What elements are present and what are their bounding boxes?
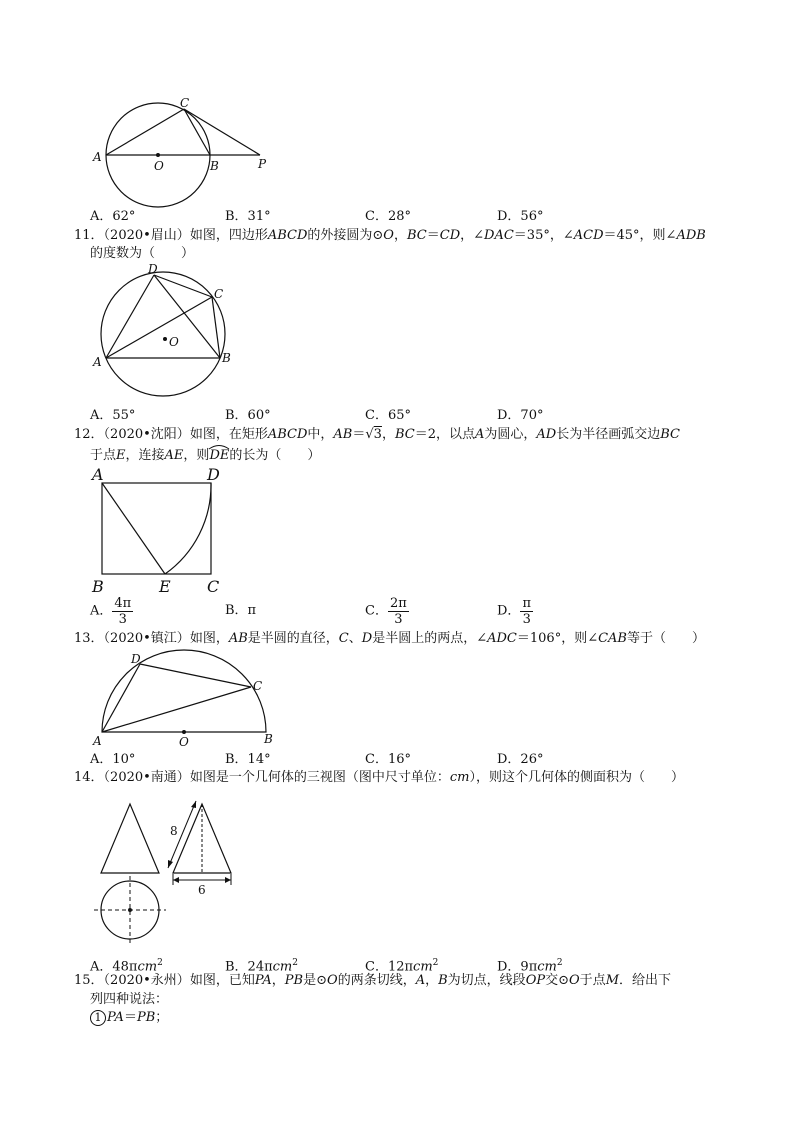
- q12-source: （2020•沈阳）: [103, 427, 190, 442]
- q15-v6: OP: [525, 973, 546, 988]
- q12-option-b[interactable]: B．π: [225, 603, 257, 618]
- q11-t4: ＝: [426, 228, 440, 243]
- q14-base-arrow-l: [173, 877, 179, 883]
- q15-v8: M: [605, 973, 619, 988]
- q15-item1-b: PB: [136, 1010, 156, 1025]
- q11-t7: ＝45°，则∠: [603, 228, 677, 243]
- q15-v5: B: [438, 973, 448, 988]
- q13-v4: ADC: [487, 631, 517, 646]
- q14-t1: 如图是一个几何体的三视图（图中尺寸单位：: [189, 770, 450, 785]
- q15-t3: 是⊙: [303, 973, 328, 988]
- q12-stem-line1: [74, 427, 680, 443]
- q12-opt-c-num: 2π: [389, 596, 407, 611]
- q13-label-C: C: [253, 679, 263, 693]
- q13-t4: 是半圆上的两点，∠: [372, 631, 488, 646]
- q12-opt-c-fraction: [388, 596, 409, 627]
- q12-arc-text: DE: [209, 448, 230, 463]
- q10-label-C: C: [180, 96, 190, 110]
- q12-v3: BC: [394, 427, 415, 442]
- q15-source: （2020•永州）: [103, 973, 190, 988]
- q14-source: （2020•南通）: [103, 770, 190, 785]
- q10-label-B: B: [210, 159, 219, 173]
- q13-v1: AB: [228, 631, 248, 646]
- q11-option-d[interactable]: D．70°: [497, 408, 544, 423]
- q12-arc-DE: [209, 448, 229, 464]
- q13-t2: 是半圆的直径，: [247, 631, 339, 646]
- q13-v2: C: [338, 631, 349, 646]
- q13-line-AC: [102, 687, 251, 732]
- q12-opt-d-label: D．: [497, 603, 521, 619]
- q12-v5: AD: [536, 427, 557, 442]
- q15-t7: 交⊙: [545, 973, 569, 988]
- q12-label-C: C: [207, 577, 220, 596]
- q15-item1-circled-number: 1: [90, 1010, 106, 1026]
- q12-v7: E: [116, 448, 126, 463]
- q15-t6: 为切点，线段: [447, 973, 526, 988]
- q11-label-B: B: [222, 351, 231, 365]
- q12-t4: ，: [381, 427, 395, 442]
- q13-figure: [88, 645, 283, 750]
- q10-figure: [90, 95, 280, 205]
- q11-figure: [88, 262, 238, 402]
- q12-rectangle: [102, 483, 211, 574]
- q10-label-P: P: [258, 157, 267, 171]
- q15-v1: PA: [254, 973, 272, 988]
- q13-source: （2020•镇江）: [103, 631, 190, 646]
- q15-item1-eq: ＝: [123, 1010, 137, 1025]
- q11-label-O: O: [169, 335, 179, 349]
- q15-stem-line2: 列四种说法：: [90, 992, 169, 1007]
- q13-option-c[interactable]: C．16°: [365, 752, 411, 767]
- q13-t3: 、: [348, 631, 362, 646]
- q14-opt-a-sup: 2: [157, 958, 163, 968]
- q13-label-D: D: [131, 652, 141, 666]
- q12-v6: BC: [660, 427, 680, 442]
- q15-number: 15．: [74, 973, 104, 988]
- q13-option-b[interactable]: B．14°: [225, 752, 271, 767]
- q13-t1: 如图，: [189, 631, 229, 646]
- q12-t3: ＝: [352, 427, 366, 442]
- q14-opt-c-unit: cm: [413, 959, 433, 975]
- q15-v4: A: [415, 973, 426, 988]
- q10-option-b[interactable]: B．31°: [225, 209, 271, 224]
- q10-line-CP: [184, 109, 260, 155]
- q12-opt-a-den: 3: [118, 612, 127, 627]
- q14-opt-d-text: D．9π: [497, 959, 538, 975]
- q14-opt-c-sup: 2: [432, 958, 439, 968]
- q12-number: 12．: [74, 427, 104, 442]
- q14-opt-a-text: A．48π: [90, 959, 138, 975]
- q12-v4: A: [475, 427, 485, 442]
- q12-t8: 于点: [90, 448, 117, 463]
- q13-number: 13．: [74, 631, 104, 646]
- q14-opt-b-text: B．24π: [225, 959, 273, 975]
- q12-t6: 为圆心，: [484, 427, 537, 442]
- q14-opt-b-unit: cm: [272, 959, 293, 975]
- q10-option-c[interactable]: C．28°: [365, 209, 411, 224]
- q12-v1: ABCD: [267, 427, 308, 442]
- q15-statement-1: [90, 1010, 168, 1026]
- q14-front-view: [101, 804, 159, 873]
- q12-opt-c-den: 3: [394, 612, 403, 627]
- q15-item1-end: ；: [155, 1010, 169, 1025]
- q14-dim-slant: 8: [170, 824, 178, 838]
- q14-slant-arrow-top: [191, 801, 196, 808]
- q11-line-AD: [106, 275, 154, 358]
- q11-option-b[interactable]: B．60°: [225, 408, 271, 423]
- q13-label-A: A: [93, 734, 102, 748]
- q15-t4: 的两条切线，: [337, 973, 416, 988]
- q12-t11: 的长为（ ）: [229, 448, 321, 463]
- q12-figure: [88, 465, 228, 600]
- q12-t7: 长为半径画弧交边: [556, 427, 661, 442]
- q14-number: 14．: [74, 770, 104, 785]
- q13-option-a[interactable]: A．10°: [90, 752, 136, 767]
- q14-slant-arrow-bottom: [168, 860, 173, 868]
- q12-opt-d-fraction: [520, 596, 533, 627]
- q14-opt-d-sup: 2: [556, 958, 563, 968]
- q11-v3: BC: [406, 228, 427, 243]
- q12-arc-mark: [208, 444, 230, 450]
- q11-t2: 的外接圆为⊙: [307, 228, 384, 243]
- q12-label-E: E: [159, 577, 171, 596]
- q12-opt-c-label: C．: [365, 603, 388, 619]
- q15-t8: 于点: [579, 973, 606, 988]
- q11-v1: ABCD: [267, 228, 308, 243]
- q14-opt-c-text: C．12π: [365, 959, 414, 975]
- q12-opt-a-label: A．: [90, 603, 113, 619]
- q14-t2: ），则这个几何体的侧面积为（ ）: [469, 770, 684, 785]
- q14-stem: [74, 770, 684, 786]
- q11-t3: ，: [393, 228, 407, 243]
- q12-opt-d-num: π: [522, 596, 531, 611]
- q11-t6: ＝35°，∠: [513, 228, 574, 243]
- q12-option-c[interactable]: [365, 596, 409, 627]
- q12-arc-ED: [165, 483, 211, 574]
- q10-line-AC: [106, 109, 184, 155]
- q11-option-a[interactable]: A．55°: [90, 408, 136, 423]
- q15-t9: ．给出下: [619, 973, 672, 988]
- q13-v3: D: [361, 631, 373, 646]
- q12-v8: AE: [164, 448, 184, 463]
- q10-label-O: O: [154, 159, 164, 173]
- q13-label-O: O: [179, 735, 189, 749]
- q11-v5: DAC: [484, 228, 514, 243]
- q11-v4: CD: [439, 228, 461, 243]
- q12-sqrt-value: 3: [373, 427, 382, 442]
- q11-t1: 如图，四边形: [189, 228, 268, 243]
- q14-dim-base: 6: [198, 883, 206, 897]
- q15-t2: ，: [271, 973, 285, 988]
- q11-t5: ，∠: [460, 228, 485, 243]
- q13-semicircle: [102, 650, 266, 732]
- q12-t10: ，则: [183, 448, 210, 463]
- q13-option-d[interactable]: D．26°: [497, 752, 544, 767]
- q13-t5: ＝106°，则∠: [516, 631, 599, 646]
- q11-label-D: D: [148, 262, 158, 276]
- q10-center-dot: [156, 153, 160, 157]
- q12-label-D: D: [207, 465, 220, 484]
- q15-v3: O: [327, 973, 338, 988]
- q12-stem-line2: [90, 448, 320, 464]
- q11-number: 11．: [74, 228, 104, 243]
- q10-label-A: A: [93, 150, 102, 164]
- q11-center-dot: [163, 337, 167, 341]
- q11-v6: ACD: [573, 228, 604, 243]
- q14-top-center: [128, 908, 132, 912]
- q15-t5: ，: [425, 973, 439, 988]
- q14-base-arrow-r: [225, 877, 231, 883]
- q14-figure: [88, 790, 258, 950]
- q11-v7: ADB: [676, 228, 706, 243]
- q14-opt-b-sup: 2: [292, 958, 298, 968]
- q12-t2: 中，: [307, 427, 334, 442]
- q12-line-AE: [102, 483, 165, 574]
- q12-option-d[interactable]: [497, 596, 533, 627]
- q12-t9: ，连接: [125, 448, 165, 463]
- q12-t1: 如图，在矩形: [189, 427, 268, 442]
- q10-line-BC: [184, 109, 210, 155]
- q11-option-c[interactable]: C．65°: [365, 408, 411, 423]
- q15-v7: O: [569, 973, 580, 988]
- q13-center-dot: [182, 730, 186, 734]
- q12-label-A: A: [92, 465, 104, 484]
- q13-v5: CAB: [598, 631, 627, 646]
- q14-unit: cm: [449, 770, 470, 785]
- q11-label-C: C: [214, 287, 224, 301]
- q12-option-a[interactable]: [90, 596, 133, 627]
- q15-v2: PB: [284, 973, 304, 988]
- q11-stem-line1: [74, 228, 706, 244]
- q14-opt-d-unit: cm: [537, 959, 557, 975]
- q11-stem-line2: 的度数为（ ）: [90, 246, 195, 261]
- q15-stem-line1: [74, 973, 671, 989]
- q11-label-A: A: [93, 355, 102, 369]
- q12-opt-a-num: 4π: [114, 596, 132, 611]
- q10-option-d[interactable]: D．56°: [497, 209, 544, 224]
- q15-t1: 如图，已知: [189, 973, 255, 988]
- q14-opt-a-unit: cm: [137, 959, 158, 975]
- q12-v2: AB: [333, 427, 353, 442]
- q11-source: （2020•眉山）: [103, 228, 190, 243]
- q13-label-B: B: [264, 732, 273, 746]
- q13-t6: 等于（ ）: [626, 631, 705, 646]
- q11-v2: O: [383, 228, 394, 243]
- q12-opt-a-fraction: [112, 596, 133, 627]
- q15-item1-a: PA: [107, 1010, 124, 1025]
- q12-sqrt-sign: √: [365, 427, 374, 442]
- q12-t5: ＝2，以点: [414, 427, 475, 442]
- q12-opt-d-den: 3: [522, 612, 531, 627]
- q12-label-B: B: [92, 577, 104, 596]
- q10-option-a[interactable]: A．62°: [90, 209, 136, 224]
